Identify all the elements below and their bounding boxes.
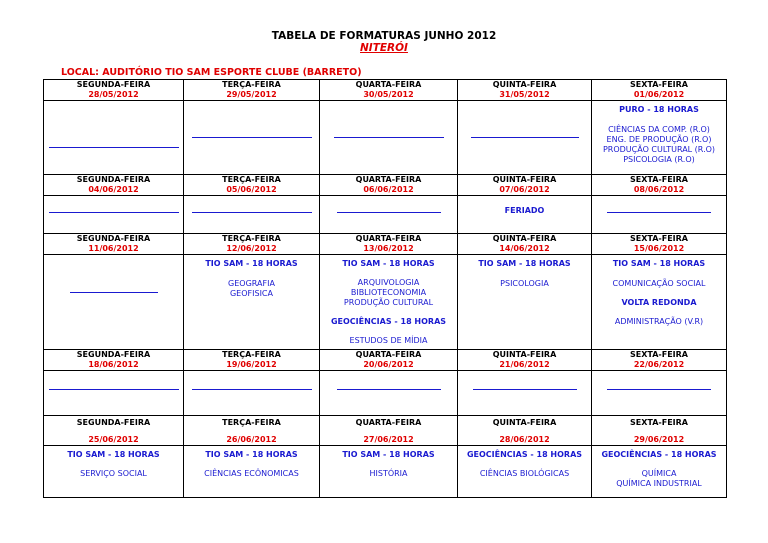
date-cell: 20/06/2012 <box>320 360 458 371</box>
day-header: QUARTA-FEIRA <box>320 350 458 361</box>
event-heading: TIO SAM - 18 HORAS <box>205 259 298 268</box>
date-cell: 06/06/2012 <box>320 185 458 196</box>
course-name: CIÊNCIAS BIOLÓGICAS <box>479 469 570 478</box>
event-cell <box>44 196 184 234</box>
date-cell: 07/06/2012 <box>458 185 592 196</box>
event-cell <box>184 196 320 234</box>
blank-line <box>334 137 444 138</box>
day-header: SEXTA-FEIRA <box>592 350 727 361</box>
blank-line <box>49 212 179 213</box>
course-name: ESTUDOS DE MÍDIA <box>349 336 428 345</box>
event-cell <box>592 196 727 234</box>
day-header: QUINTA-FEIRA <box>458 175 592 186</box>
event-heading: TIO SAM - 18 HORAS <box>67 450 160 459</box>
week-1-days <box>44 80 727 91</box>
day-header: TERÇA-FEIRA <box>184 80 320 91</box>
event-cell <box>458 101 592 175</box>
blank-line <box>49 147 179 148</box>
day-header: QUINTA-FEIRA <box>458 234 592 245</box>
date-cell: 31/05/2012 <box>458 90 592 101</box>
day-header: TERÇA-FEIRA <box>184 350 320 361</box>
blank-line <box>337 212 441 213</box>
week-5-events <box>44 446 727 498</box>
course-name: ENG. DE PRODUÇÃO (R.O) <box>606 135 712 144</box>
course-name: CIÊNCIAS ECÔNOMICAS <box>204 469 299 478</box>
date-cell: 08/06/2012 <box>592 185 727 196</box>
day-header: QUARTA-FEIRA <box>320 416 458 431</box>
blank-line <box>607 389 711 390</box>
event-heading: FERIADO <box>504 206 545 215</box>
blank-line <box>49 389 179 390</box>
page-title: TABELA DE FORMATURAS JUNHO 2012 <box>271 30 497 42</box>
blank-line <box>337 389 441 390</box>
location-label: LOCAL: AUDITÓRIO TIO SAM ESPORTE CLUBE (BARRETO) <box>61 67 362 78</box>
day-header: TERÇA-FEIRA <box>184 234 320 245</box>
date-cell: 29/06/2012 <box>592 431 727 446</box>
course-name: CIÊNCIAS DA COMP. (R.O) <box>608 125 710 134</box>
week-2-dates <box>44 185 727 196</box>
event-cell <box>320 196 458 234</box>
date-cell: 25/06/2012 <box>44 431 184 446</box>
event-cell <box>44 255 184 350</box>
day-header: QUINTA-FEIRA <box>458 416 592 431</box>
day-header: SEXTA-FEIRA <box>592 234 727 245</box>
day-header: TERÇA-FEIRA <box>184 175 320 186</box>
week-3-events <box>44 255 727 350</box>
event-cell <box>458 446 592 498</box>
course-name: QUÍMICA INDUSTRIAL <box>616 479 702 488</box>
day-header: QUINTA-FEIRA <box>458 350 592 361</box>
date-cell: 26/06/2012 <box>184 431 320 446</box>
date-cell: 15/06/2012 <box>592 244 727 255</box>
week-4-events <box>44 371 727 416</box>
course-name: BIBLIOTECONOMIA <box>350 288 427 297</box>
page-subtitle: NITERÓI <box>360 42 408 54</box>
course-name: PRODUÇÃO CULTURAL <box>343 298 434 307</box>
week-5-days <box>44 416 727 431</box>
day-header: QUINTA-FEIRA <box>458 80 592 91</box>
course-name: QUÍMICA <box>641 469 677 478</box>
date-cell: 22/06/2012 <box>592 360 727 371</box>
day-header: QUARTA-FEIRA <box>320 175 458 186</box>
day-header: QUARTA-FEIRA <box>320 234 458 245</box>
date-cell: 14/06/2012 <box>458 244 592 255</box>
date-cell: 28/06/2012 <box>458 431 592 446</box>
week-2-events <box>44 196 727 234</box>
day-header: SEGUNDA-FEIRA <box>44 175 184 186</box>
blank-line <box>607 212 711 213</box>
date-cell: 05/06/2012 <box>184 185 320 196</box>
blank-line <box>471 137 579 138</box>
event-heading: TIO SAM - 18 HORAS <box>612 259 706 268</box>
week-3-dates <box>44 244 727 255</box>
date-cell: 19/06/2012 <box>184 360 320 371</box>
day-header: SEXTA-FEIRA <box>592 175 727 186</box>
event-cell <box>592 255 727 350</box>
blank-line <box>192 389 312 390</box>
event-cell <box>320 255 458 350</box>
event-cell <box>320 371 458 416</box>
date-cell: 21/06/2012 <box>458 360 592 371</box>
event-cell <box>458 255 592 350</box>
course-name: PSICOLOGIA (R.O) <box>623 155 695 164</box>
date-cell: 11/06/2012 <box>44 244 184 255</box>
week-3-days <box>44 234 727 245</box>
event-cell <box>320 446 458 498</box>
date-cell: 30/05/2012 <box>320 90 458 101</box>
course-name: GEOFISICA <box>229 289 273 298</box>
day-header: SEGUNDA-FEIRA <box>44 80 184 91</box>
event-cell <box>458 371 592 416</box>
event-cell <box>44 371 184 416</box>
date-cell: 01/06/2012 <box>592 90 727 101</box>
schedule-table <box>43 79 727 498</box>
day-header: QUARTA-FEIRA <box>320 80 458 91</box>
event-cell <box>184 446 320 498</box>
course-name: PSICOLOGIA <box>500 279 549 288</box>
event-cell <box>184 255 320 350</box>
day-header: SEGUNDA-FEIRA <box>44 234 184 245</box>
event-heading: GEOCIÊNCIAS - 18 HORAS <box>330 317 447 326</box>
blank-line <box>473 389 577 390</box>
week-2-days <box>44 175 727 186</box>
event-cell <box>184 101 320 175</box>
date-cell: 18/06/2012 <box>44 360 184 371</box>
event-heading: TIO SAM - 18 HORAS <box>478 259 571 268</box>
week-4-days <box>44 350 727 361</box>
event-heading: TIO SAM - 18 HORAS <box>205 450 298 459</box>
event-heading: GEOCIÊNCIAS - 18 HORAS <box>466 450 583 459</box>
event-heading: VOLTA REDONDA <box>621 298 697 307</box>
blank-line <box>70 292 158 293</box>
date-cell: 04/06/2012 <box>44 185 184 196</box>
date-cell: 27/06/2012 <box>320 431 458 446</box>
event-cell <box>592 371 727 416</box>
week-1-dates <box>44 90 727 101</box>
day-header: SEGUNDA-FEIRA <box>44 350 184 361</box>
event-heading: TIO SAM - 18 HORAS <box>342 450 435 459</box>
blank-line <box>192 137 312 138</box>
day-header: SEXTA-FEIRA <box>592 80 727 91</box>
day-header: SEGUNDA-FEIRA <box>44 416 184 431</box>
event-heading: TIO SAM - 18 HORAS <box>342 259 435 268</box>
course-name: GEOGRAFIA <box>228 279 275 288</box>
event-heading: GEOCIÊNCIAS - 18 HORAS <box>601 450 717 459</box>
date-cell: 13/06/2012 <box>320 244 458 255</box>
event-cell <box>592 101 727 175</box>
event-cell <box>184 371 320 416</box>
week-4-dates <box>44 360 727 371</box>
event-cell <box>44 446 184 498</box>
course-name: ARQUIVOLOGIA <box>357 278 420 287</box>
event-cell <box>320 101 458 175</box>
week-1-events <box>44 101 727 175</box>
blank-line <box>192 212 312 213</box>
date-cell: 28/05/2012 <box>44 90 184 101</box>
course-name: COMUNICAÇÃO SOCIAL <box>612 279 706 288</box>
date-cell: 29/05/2012 <box>184 90 320 101</box>
event-cell <box>592 446 727 498</box>
day-header: SEXTA-FEIRA <box>592 416 727 431</box>
week-5-dates <box>44 431 727 446</box>
course-name: PRODUÇÃO CULTURAL (R.O) <box>602 145 716 154</box>
event-cell <box>458 196 592 234</box>
course-name: ADMINISTRAÇÃO (V.R) <box>614 317 704 326</box>
course-name: HISTÓRIA <box>369 469 408 478</box>
date-cell: 12/06/2012 <box>184 244 320 255</box>
event-cell <box>44 101 184 175</box>
day-header: TERÇA-FEIRA <box>184 416 320 431</box>
course-name: SERVIÇO SOCIAL <box>80 469 147 478</box>
event-heading: PURO - 18 HORAS <box>619 105 699 114</box>
